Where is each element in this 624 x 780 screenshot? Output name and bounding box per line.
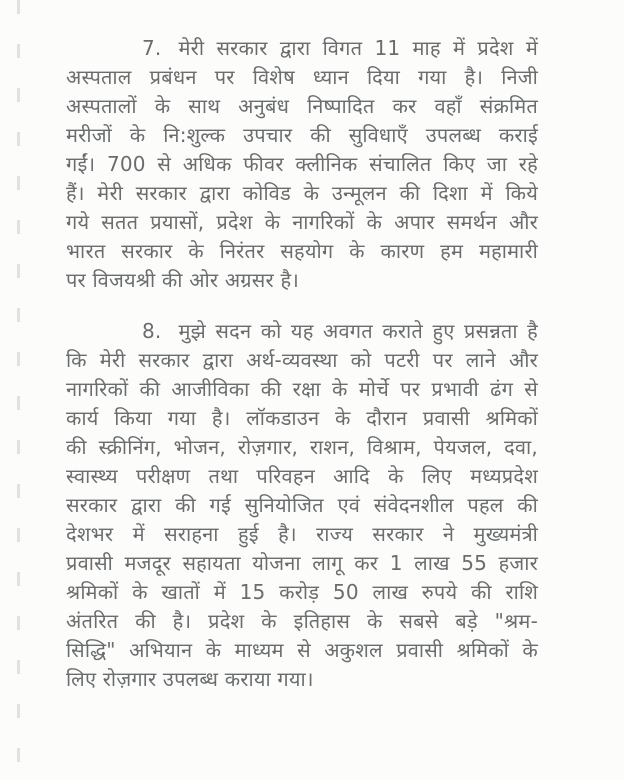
text-line: मरीजों के नि:शुल्क उपचार की सुविधाएँ उपलब्ध कराई <box>66 123 538 147</box>
text-line <box>66 317 538 346</box>
text-line: भारत सरकार के निरंतर सहयोग के कारण हम महामारी <box>66 239 538 263</box>
text-line: अंतरित की है। प्रदेश के इतिहास के सबसे बड़े "श्रम- <box>66 609 538 633</box>
text-line-content: मेरी सरकार द्वारा विगत 11 माह में प्रदेश में <box>178 36 538 60</box>
text-line: कार्य किया गया है। लॉकडाउन के दौरान प्रवासी श्रमिकों <box>66 406 538 430</box>
text-line: गये सतत प्रयासों, प्रदेश के नागरिकों के अपार समर्थन और <box>66 210 538 234</box>
text-line: पर विजयश्री की ओर अग्रसर है। <box>66 268 300 292</box>
text-line: नागरिकों की आजीविका की रक्षा के मोर्चे पर प्रभावी ढंग से <box>66 377 538 401</box>
text-block <box>66 34 538 694</box>
paragraph-8 <box>66 317 538 694</box>
text-line: स्वास्थ्य परीक्षण तथा परिवहन आदि के लिए मध्यप्रदेश <box>66 464 538 488</box>
text-line: हैं। मेरी सरकार द्वारा कोविड के उन्मूलन की दिशा में किये <box>66 181 538 205</box>
text-line: गईं। 700 से अधिक फीवर क्लीनिक संचालित किए जा रहे <box>66 152 538 176</box>
text-line: देशभर में सराहना हुई है। राज्य सरकार ने मुख्यमंत्री <box>66 522 538 546</box>
text-line: सिद्धि" अभियान के माध्यम से अकुशल प्रवासी श्रमिकों के <box>66 638 538 662</box>
paragraph-7 <box>66 34 538 295</box>
text-line-content: मुझे सदन को यह अवगत कराते हुए प्रसन्नता है <box>178 319 538 343</box>
text-line: कि मेरी सरकार द्वारा अर्थ-व्यवस्था को पटरी पर लाने और <box>66 348 538 372</box>
text-line <box>66 34 538 63</box>
text-line: सरकार द्वारा की गई सुनियोजित एवं संवेदनशील पहल की <box>66 493 538 517</box>
paragraph-number: 7. <box>142 36 162 60</box>
text-line: लिए रोज़गार उपलब्ध कराया गया। <box>66 667 314 691</box>
text-line: अस्पतालों के साथ अनुबंध निष्पादित कर वहाँ संक्रमित <box>66 94 538 118</box>
text-line: की स्क्रीनिंग, भोजन, रोज़गार, राशन, विश्राम, पेयजल, दवा, <box>66 435 538 459</box>
text-line: अस्पताल प्रबंधन पर विशेष ध्यान दिया गया है। निजी <box>66 65 538 89</box>
paragraph-number: 8. <box>142 319 162 343</box>
text-line: श्रमिकों के खातों में 15 करोड़ 50 लाख रुपये की राशि <box>66 580 538 604</box>
left-binding-dashed-line <box>17 0 20 780</box>
text-line: प्रवासी मजदूर सहायता योजना लागू कर 1 लाख 55 हजार <box>66 551 538 575</box>
